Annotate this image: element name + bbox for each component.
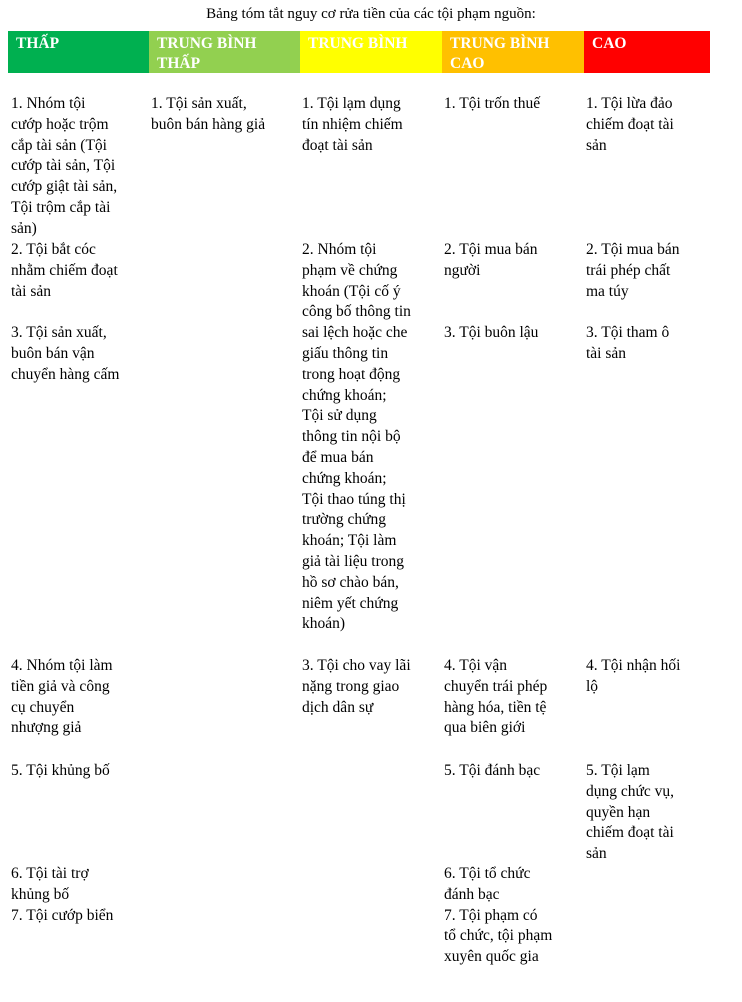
table-cell: 1. Tội trốn thuế [444,95,541,112]
table-cell: 1. Tội sản xuất, buôn bán hàng giả [151,95,266,133]
table-cell: 1. Nhóm tội cướp hoặc trộm cắp tài sản (Tội cướp tài sản, Tội cướp giật tài sản, Tội trộm cắp tài sản) [11,95,118,237]
table-title: Bảng tóm tắt nguy cơ rửa tiền của các tội phạm nguồn: [206,6,536,22]
table-cell: 1. Tội lạm dụng tín nhiệm chiếm đoạt tài sản [302,95,403,154]
table-cell: 6. Tội tài trợ khủng bố 7. Tội cướp biển [11,865,114,924]
table-cell: 4. Tội nhận hối lộ [586,657,681,695]
table-cell: 3. Tội sản xuất, buôn bán vận chuyển hàng cấm [11,324,120,383]
table-cell: 2. Tội mua bán người [444,241,538,279]
table-cell: 2. Tội bắt cóc nhằm chiếm đoạt tài sản [11,241,118,300]
col-medium-header: TRUNG BÌNH [300,31,442,73]
table-cell: 1. Tội lừa đảo chiếm đoạt tài sản [586,95,674,154]
col-high-header: CAO [584,31,710,73]
col-low-header: THẤP [8,31,149,73]
table-cell: 6. Tội tổ chức đánh bạc 7. Tội phạm có tổ chức, tội phạm xuyên quốc gia [444,865,553,966]
table-cell: 3. Tội cho vay lãi nặng trong giao dịch dân sự [302,657,411,716]
col-medium-high-header: TRUNG BÌNH CAO [442,31,584,73]
table-cell: 2. Tội mua bán trái phép chất ma túy [586,241,680,300]
table-cell: 5. Tội đánh bạc [444,762,541,779]
col-medium-low-header: TRUNG BÌNH THẤP [149,31,300,73]
table-cell: 5. Tội khủng bố [11,762,110,779]
table-cell: 3. Tội buôn lậu [444,324,539,341]
table-cell: 2. Nhóm tội phạm về chứng khoán (Tội cố ý công bố thông tin sai lệch hoặc che giấu thông tin trong hoạt động chứng khoán; Tội sử dụng thông tin nội bộ để mua bán chứng khoán; Tội thao túng thị trường chứng khoán; Tội làm giả tài liệu trong hồ sơ chào bán, niêm yết chứng khoán) [302,241,411,633]
table-cell: 3. Tội tham ô tài sản [586,324,670,362]
table-cell: 4. Tội vận chuyển trái phép hàng hóa, tiền tệ qua biên giới [444,657,548,737]
table-cell: 5. Tội lạm dụng chức vụ, quyền hạn chiếm đoạt tài sản [586,762,675,863]
table-cell: 4. Nhóm tội làm tiền giả và công cụ chuyển nhượng giả [11,657,113,737]
